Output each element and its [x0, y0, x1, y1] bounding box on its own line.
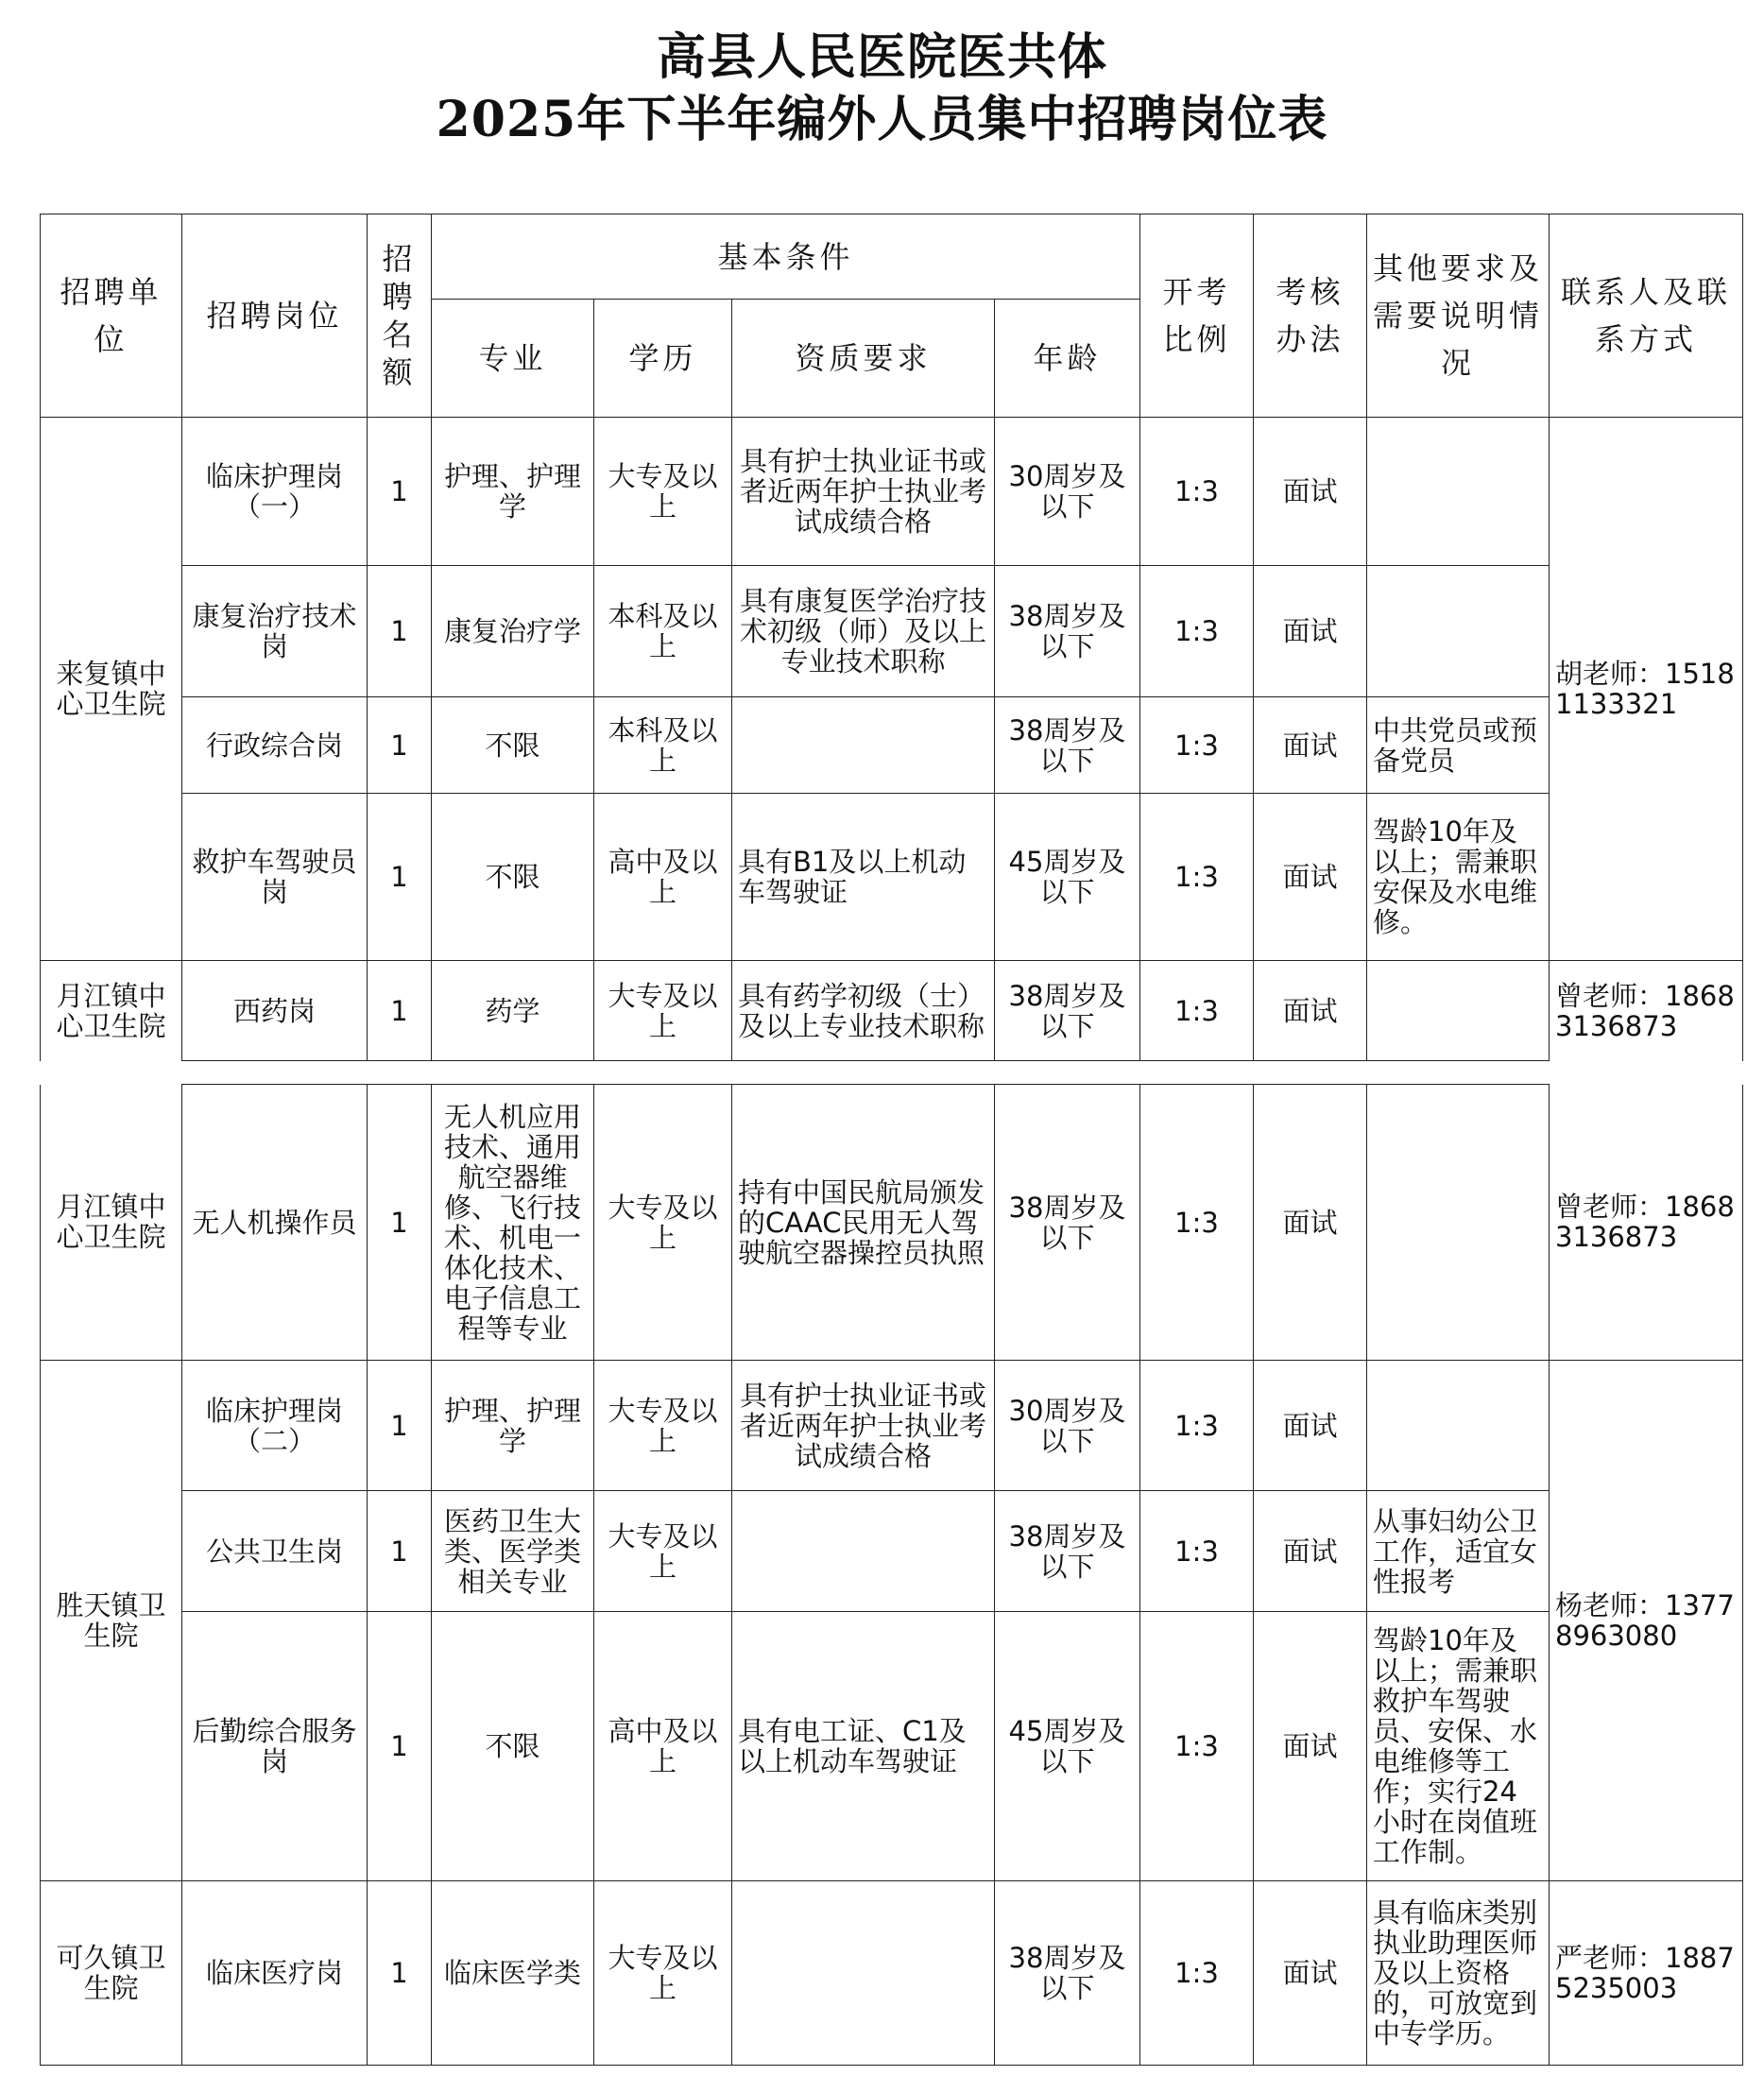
education-cell: 大专及以上	[594, 1881, 732, 2066]
major-cell: 无人机应用技术、通用航空器维修、飞行技术、机电一体化技术、电子信息工程等专业	[432, 1085, 594, 1361]
other-cell	[1367, 961, 1550, 1061]
table-row	[41, 1612, 1743, 1881]
age-cell: 38周岁及以下	[995, 1491, 1140, 1612]
method-cell: 面试	[1254, 418, 1367, 566]
education-cell: 大专及以上	[594, 1491, 732, 1612]
contact-cell: 严老师：18875235003	[1550, 1881, 1743, 2066]
page-title: 高县人民医院医共体	[656, 28, 1107, 86]
contact-cell: 曾老师：18683136873	[1550, 1085, 1743, 1361]
header-ratio: 开考比例	[1140, 214, 1254, 418]
quota-cell: 1	[368, 1612, 432, 1881]
qualification-cell: 具有药学初级（士）及以上专业技术职称	[732, 961, 995, 1061]
qualification-cell: 具有护士执业证书或者近两年护士执业考试成绩合格	[732, 1361, 995, 1491]
education-cell: 大专及以上	[594, 1361, 732, 1491]
post-cell: 临床护理岗（二）	[182, 1361, 368, 1491]
method-cell: 面试	[1254, 1612, 1367, 1881]
header-qualification: 资质要求	[732, 300, 995, 418]
method-cell: 面试	[1254, 1085, 1367, 1361]
header-post: 招聘岗位	[182, 214, 368, 418]
unit-cell: 月江镇中心卫生院	[41, 961, 182, 1061]
major-cell: 医药卫生大类、医学类相关专业	[432, 1491, 594, 1612]
quota-cell: 1	[368, 1085, 432, 1361]
table-row	[41, 418, 1743, 566]
method-cell: 面试	[1254, 1881, 1367, 2066]
post-cell: 临床护理岗（一）	[182, 418, 368, 566]
quota-cell: 1	[368, 794, 432, 961]
other-cell: 中共党员或预备党员	[1367, 697, 1550, 794]
major-cell: 不限	[432, 697, 594, 794]
table-row	[41, 794, 1743, 961]
ratio-cell: 1:3	[1140, 1491, 1254, 1612]
ratio-cell: 1:3	[1140, 1881, 1254, 2066]
recruitment-table-part1	[40, 214, 1743, 1061]
table-row	[41, 697, 1743, 794]
post-cell: 救护车驾驶员岗	[182, 794, 368, 961]
education-cell: 高中及以上	[594, 794, 732, 961]
quota-cell: 1	[368, 418, 432, 566]
major-cell: 护理、护理学	[432, 1361, 594, 1491]
post-cell: 后勤综合服务岗	[182, 1612, 368, 1881]
other-cell: 从事妇幼公卫工作，适宜女性报考	[1367, 1491, 1550, 1612]
age-cell: 38周岁及以下	[995, 566, 1140, 697]
education-cell: 本科及以上	[594, 566, 732, 697]
ratio-cell: 1:3	[1140, 418, 1254, 566]
qualification-cell: 具有B1及以上机动车驾驶证	[732, 794, 995, 961]
major-cell: 康复治疗学	[432, 566, 594, 697]
other-cell: 具有临床类别执业助理医师及以上资格的，可放宽到中专学历。	[1367, 1881, 1550, 2066]
header-quota: 招聘名额	[368, 214, 432, 418]
ratio-cell: 1:3	[1140, 1085, 1254, 1361]
qualification-cell	[732, 1491, 995, 1612]
unit-cell: 来复镇中心卫生院	[41, 418, 182, 961]
ratio-cell: 1:3	[1140, 794, 1254, 961]
post-cell: 临床医疗岗	[182, 1881, 368, 2066]
method-cell: 面试	[1254, 1491, 1367, 1612]
unit-cell: 胜天镇卫生院	[41, 1361, 182, 1881]
major-cell: 护理、护理学	[432, 418, 594, 566]
method-cell: 面试	[1254, 794, 1367, 961]
other-cell	[1367, 1085, 1550, 1361]
ratio-cell: 1:3	[1140, 961, 1254, 1061]
quota-cell: 1	[368, 566, 432, 697]
education-cell: 本科及以上	[594, 697, 732, 794]
ratio-cell: 1:3	[1140, 1612, 1254, 1881]
qualification-cell: 持有中国民航局颁发的CAAC民用无人驾驶航空器操控员执照	[732, 1085, 995, 1361]
age-cell: 30周岁及以下	[995, 1361, 1140, 1491]
age-cell: 38周岁及以下	[995, 961, 1140, 1061]
header-basic: 基本条件	[432, 214, 1140, 300]
header-education: 学历	[594, 300, 732, 418]
table-row	[41, 566, 1743, 697]
unit-cell: 月江镇中心卫生院	[41, 1085, 182, 1361]
contact-cell: 胡老师：15181133321	[1550, 418, 1743, 961]
qualification-cell: 具有康复医学治疗技术初级（师）及以上专业技术职称	[732, 566, 995, 697]
method-cell: 面试	[1254, 566, 1367, 697]
age-cell: 45周岁及以下	[995, 1612, 1140, 1881]
header-unit: 招聘单位	[41, 214, 182, 418]
qualification-cell: 具有电工证、C1及以上机动车驾驶证	[732, 1612, 995, 1881]
other-cell	[1367, 418, 1550, 566]
age-cell: 30周岁及以下	[995, 418, 1140, 566]
education-cell: 大专及以上	[594, 418, 732, 566]
table-row	[41, 1085, 1743, 1361]
table-row	[41, 1361, 1743, 1491]
post-cell: 公共卫生岗	[182, 1491, 368, 1612]
post-cell: 西药岗	[182, 961, 368, 1061]
page-subtitle: 2025年下半年编外人员集中招聘岗位表	[436, 91, 1328, 148]
table-row	[41, 1881, 1743, 2066]
header-contact: 联系人及联系方式	[1550, 214, 1743, 418]
quota-cell: 1	[368, 1881, 432, 2066]
header-other: 其他要求及需要说明情况	[1367, 214, 1550, 418]
age-cell: 38周岁及以下	[995, 1085, 1140, 1361]
method-cell: 面试	[1254, 697, 1367, 794]
other-cell: 驾龄10年及以上；需兼职救护车驾驶员、安保、水电维修等工作；实行24小时在岗值班工作制。	[1367, 1612, 1550, 1881]
major-cell: 不限	[432, 794, 594, 961]
table-row	[41, 1491, 1743, 1612]
method-cell: 面试	[1254, 961, 1367, 1061]
post-cell: 康复治疗技术岗	[182, 566, 368, 697]
major-cell: 不限	[432, 1612, 594, 1881]
qualification-cell	[732, 1881, 995, 2066]
post-cell: 无人机操作员	[182, 1085, 368, 1361]
education-cell: 大专及以上	[594, 1085, 732, 1361]
major-cell: 药学	[432, 961, 594, 1061]
major-cell: 临床医学类	[432, 1881, 594, 2066]
ratio-cell: 1:3	[1140, 566, 1254, 697]
quota-cell: 1	[368, 961, 432, 1061]
qualification-cell	[732, 697, 995, 794]
other-cell	[1367, 1361, 1550, 1491]
header-age: 年龄	[995, 300, 1140, 418]
contact-cell: 杨老师：13778963080	[1550, 1361, 1743, 1881]
recruitment-table-part2	[40, 1084, 1743, 2066]
ratio-cell: 1:3	[1140, 697, 1254, 794]
age-cell: 45周岁及以下	[995, 794, 1140, 961]
post-cell: 行政综合岗	[182, 697, 368, 794]
ratio-cell: 1:3	[1140, 1361, 1254, 1491]
education-cell: 高中及以上	[594, 1612, 732, 1881]
education-cell: 大专及以上	[594, 961, 732, 1061]
quota-cell: 1	[368, 1491, 432, 1612]
header-method: 考核办法	[1254, 214, 1367, 418]
age-cell: 38周岁及以下	[995, 1881, 1140, 2066]
header-major: 专业	[432, 300, 594, 418]
quota-cell: 1	[368, 1361, 432, 1491]
other-cell	[1367, 566, 1550, 697]
table-row	[41, 961, 1743, 1061]
age-cell: 38周岁及以下	[995, 697, 1140, 794]
method-cell: 面试	[1254, 1361, 1367, 1491]
quota-cell: 1	[368, 697, 432, 794]
contact-cell: 曾老师：18683136873	[1550, 961, 1743, 1061]
qualification-cell: 具有护士执业证书或者近两年护士执业考试成绩合格	[732, 418, 995, 566]
unit-cell: 可久镇卫生院	[41, 1881, 182, 2066]
other-cell: 驾龄10年及以上；需兼职安保及水电维修。	[1367, 794, 1550, 961]
